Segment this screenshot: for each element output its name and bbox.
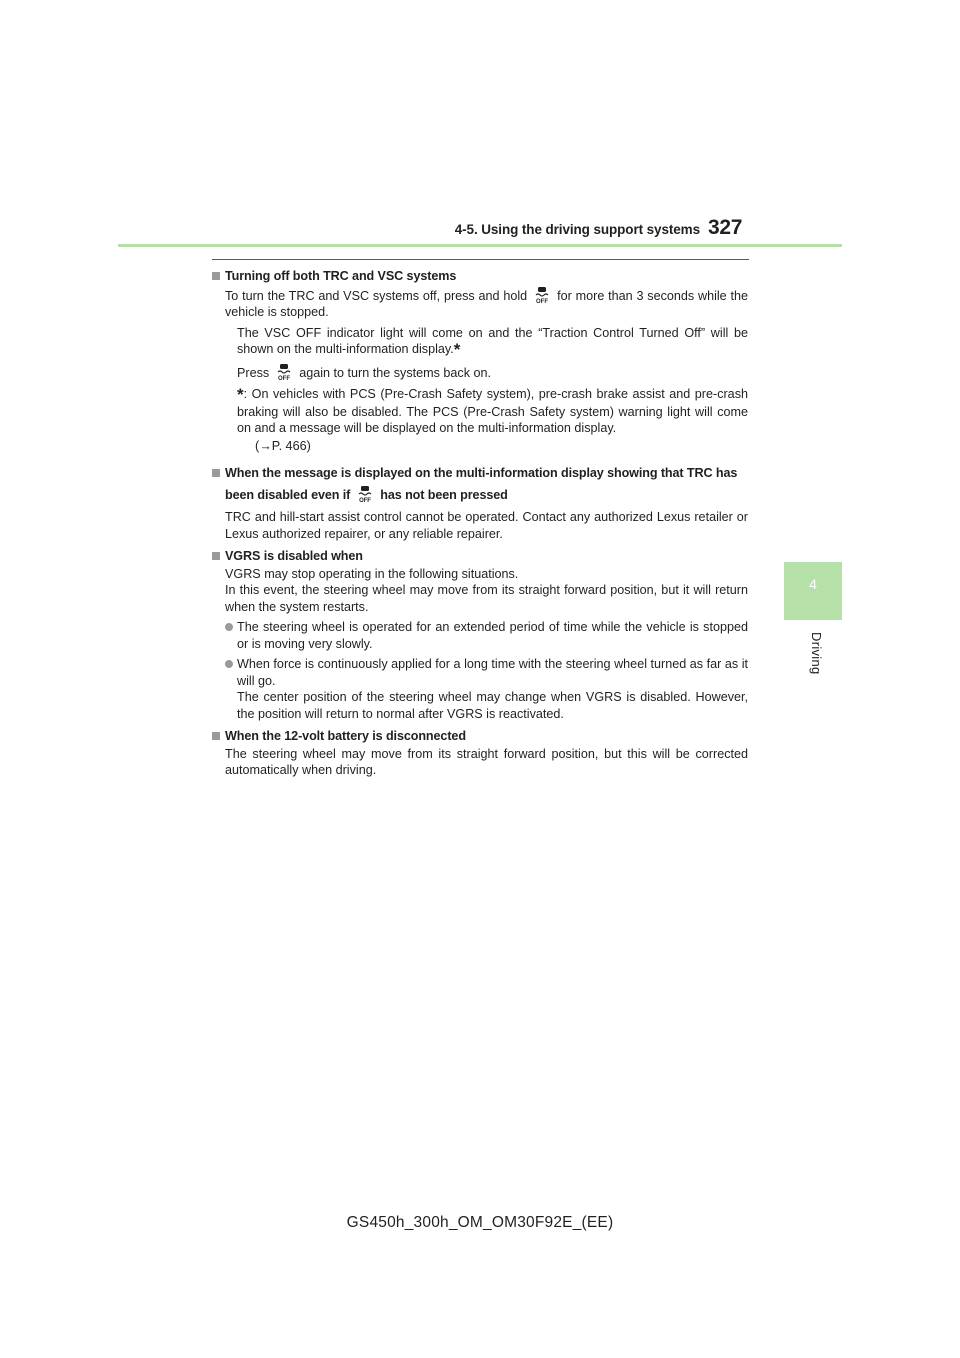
vsc-off-icon [355, 485, 375, 503]
chapter-label: Driving [809, 632, 824, 675]
page-content [212, 268, 748, 779]
square-bullet-icon [212, 272, 220, 280]
square-bullet-icon [212, 732, 220, 740]
paragraph: In this event, the steering wheel may move from its straight forward position, but it will return when the system restarts. [225, 583, 748, 614]
list-item: When force is continuously applied for a long time with the steering wheel turned as far as it will go. The center position of the steering wheel may change when VGRS is disabled. However, the position will return to normal after VGRS is reactivated. [212, 656, 748, 722]
page-number: 327 [708, 216, 743, 239]
vsc-off-icon [274, 363, 294, 381]
footnote: *: On vehicles with PCS (Pre-Crash Safety system), pre-crash brake assist and pre-crash braking will also be disabled. The PCS (Pre-Crash Safety system) warning light will come on and a message will be displayed on the multi-information display. [237, 385, 748, 435]
svg-text:OFF: OFF [536, 298, 549, 304]
section-heading: When the message is displayed on the multi-information display showing that TRC has been disabled even if OFF has not been pressed [212, 462, 748, 506]
section-heading: When the 12-volt battery is disconnected [212, 728, 748, 745]
footnote-reference: (→P. 466) [255, 438, 311, 453]
paragraph: TRC and hill-start assist control cannot be operated. Contact any authorized Lexus retailer or Lexus authorized repairer, or any reliable repairer. [225, 510, 748, 541]
svg-text:OFF: OFF [359, 498, 372, 503]
content-top-rule [212, 259, 749, 260]
round-bullet-icon [225, 660, 233, 668]
svg-text:OFF: OFF [278, 375, 291, 381]
header-rule [118, 244, 842, 247]
list-item-note: The center position of the steering wheel may change when VGRS is disabled. However, the position will return to normal after VGRS is reactivated. [237, 690, 748, 721]
paragraph: The VSC OFF indicator light will come on and the “Traction Control Turned Off” will be shown on the multi-information display.* [237, 325, 748, 359]
footnote-marker: * [453, 340, 461, 359]
list-item: The steering wheel is operated for an extended period of time while the vehicle is stopped or is moving very slowly. [212, 619, 748, 652]
vsc-off-icon [532, 286, 552, 304]
paragraph: Press OFF again to turn the systems back on. [212, 363, 748, 382]
section-heading: VGRS is disabled when [212, 548, 748, 565]
round-bullet-icon [225, 623, 233, 631]
document-code: GS450h_300h_OM_OM30F92E_(EE) [346, 1214, 614, 1231]
chapter-number: 4 [809, 576, 817, 592]
square-bullet-icon [212, 469, 220, 477]
section-heading: Turning off both TRC and VSC systems [212, 268, 748, 285]
paragraph: The steering wheel may move from its straight forward position, but this will be corrected automatically when driving. [225, 746, 748, 777]
footnote-marker: * [237, 385, 244, 404]
paragraph: VGRS may stop operating in the following situations. [225, 566, 519, 581]
paragraph: To turn the TRC and VSC systems off, press and hold OFF for more than 3 seconds while the vehicle is stopped. [212, 286, 748, 321]
section-title: 4-5. Using the driving support systems [454, 222, 700, 237]
square-bullet-icon [212, 552, 220, 560]
